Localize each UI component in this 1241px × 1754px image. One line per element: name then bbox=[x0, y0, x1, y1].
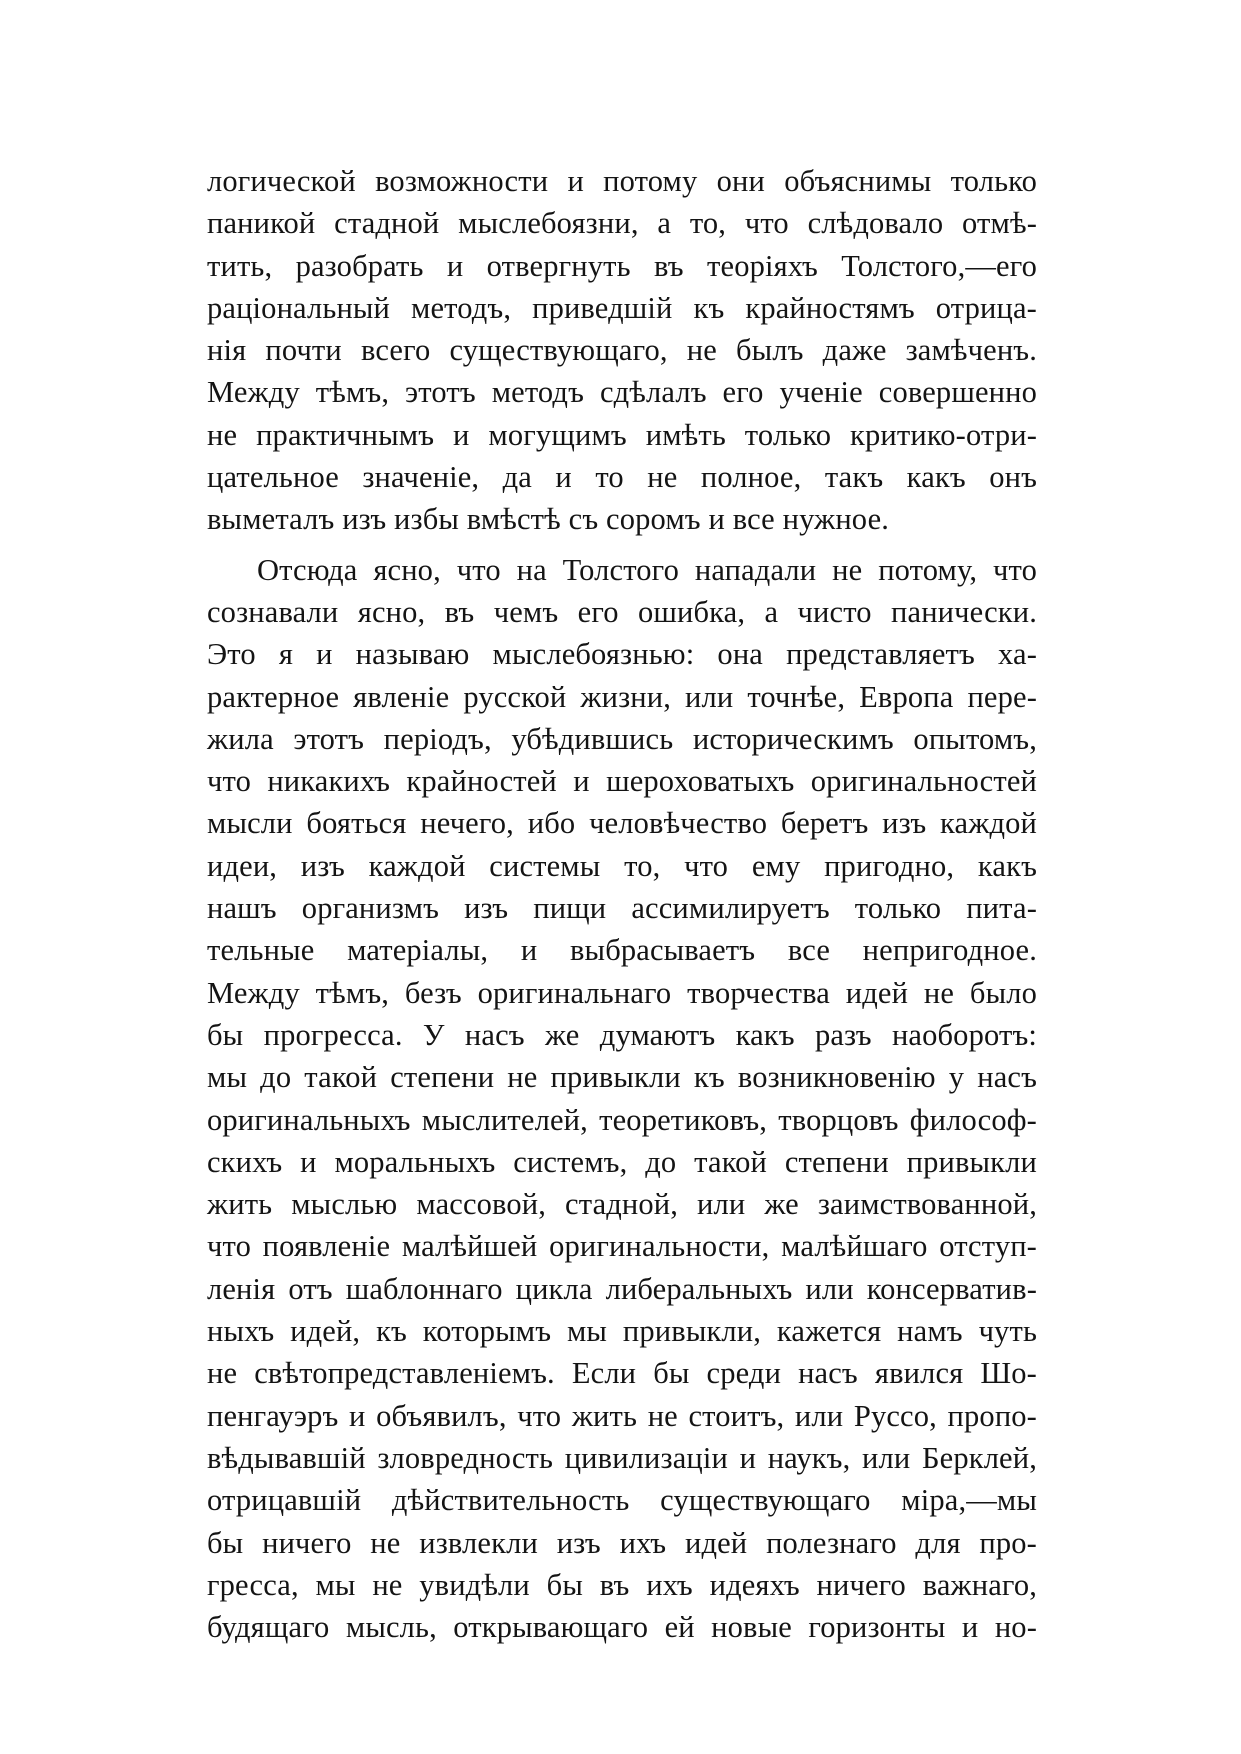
paragraph-1 bbox=[207, 160, 1037, 541]
text-line: бы ничего не извлекли изъ ихъ идей полезнаго для про- bbox=[207, 1525, 1037, 1560]
text-line: паникой стадной мыслебоязни, а то, что слѣдовало отмѣ- bbox=[207, 206, 1037, 241]
paragraph-2 bbox=[207, 549, 1037, 1649]
text-line: жила этотъ періодъ, убѣдившись историческимъ опытомъ, bbox=[207, 721, 1037, 756]
text-line: раціональный методъ, приведшій къ крайностямъ отрица- bbox=[207, 290, 1037, 325]
text-line: Отсюда ясно, что на Толстого нападали не потому, что bbox=[257, 552, 1037, 587]
text-line: гресса, мы не увидѣли бы въ ихъ идеяхъ ничего важнаго, bbox=[207, 1567, 1037, 1602]
text-line: ныхъ идей, къ которымъ мы привыкли, кажется намъ чуть bbox=[207, 1314, 1037, 1349]
text-line: Между тѣмъ, безъ оригинальнаго творчества идей не было bbox=[207, 975, 1037, 1010]
text-line: нія почти всего существующаго, не былъ даже замѣченъ. bbox=[207, 333, 1037, 368]
text-line: отрицавшій дѣйствительность существующаго міра,—мы bbox=[207, 1483, 1037, 1518]
body-text bbox=[207, 160, 1037, 1648]
text-line: Это я и называю мыслебоязнью: она представляетъ ха- bbox=[207, 637, 1037, 672]
text-line: ленія отъ шаблоннаго цикла либеральныхъ или консерватив- bbox=[207, 1271, 1037, 1306]
text-line: Между тѣмъ, этотъ методъ сдѣлалъ его ученіе совершенно bbox=[207, 375, 1037, 410]
text-line: мысли бояться нечего, ибо человѣчество беретъ изъ каждой bbox=[207, 806, 1037, 841]
text-line: оригинальныхъ мыслителей, теоретиковъ, творцовъ философ- bbox=[207, 1102, 1037, 1137]
text-line: что появленіе малѣйшей оригинальности, малѣйшаго отступ- bbox=[207, 1229, 1037, 1264]
text-line: тельные матеріалы, и выбрасываетъ все непригодное. bbox=[207, 933, 1037, 968]
text-line: не практичнымъ и могущимъ имѣть только критико-отри- bbox=[207, 417, 1037, 452]
text-line: скихъ и моральныхъ системъ, до такой степени привыкли bbox=[207, 1144, 1037, 1179]
text-line: не свѣтопредставленіемъ. Если бы среди насъ явился Шо- bbox=[207, 1356, 1037, 1391]
text-line: нашъ организмъ изъ пищи ассимилируетъ только пита- bbox=[207, 891, 1037, 926]
text-line: выметалъ изъ избы вмѣстѣ съ соромъ и все нужное. bbox=[207, 502, 890, 537]
text-line: мы до такой степени не привыкли къ возникновенію у насъ bbox=[207, 1060, 1037, 1095]
text-line: идеи, изъ каждой системы то, что ему пригодно, какъ bbox=[207, 848, 1037, 883]
text-line: что никакихъ крайностей и шероховатыхъ оригинальностей bbox=[207, 764, 1037, 799]
text-line: пенгауэръ и объявилъ, что жить не стоитъ, или Руссо, пропо- bbox=[207, 1398, 1037, 1433]
text-line: цательное значеніе, да и то не полное, такъ какъ онъ bbox=[207, 460, 1037, 495]
text-line: жить мыслью массовой, стадной, или же заимствованной, bbox=[207, 1187, 1037, 1222]
text-line: тить, разобрать и отвергнуть въ теоріяхъ Толстого,—его bbox=[207, 248, 1037, 283]
text-line: вѣдывавшій зловредность цивилизаціи и наукъ, или Берклей, bbox=[207, 1440, 1037, 1475]
text-line: логической возможности и потому они объяснимы только bbox=[207, 164, 1037, 198]
text-line: будящаго мысль, открывающаго ей новые горизонты и но- bbox=[207, 1610, 1037, 1645]
text-line: сознавали ясно, въ чемъ его ошибка, а чисто панически. bbox=[207, 594, 1037, 629]
text-line: бы прогресса. У насъ же думаютъ какъ разъ наоборотъ: bbox=[207, 1017, 1037, 1052]
text-line: рактерное явленіе русской жизни, или точнѣе, Европа пере- bbox=[207, 679, 1037, 714]
